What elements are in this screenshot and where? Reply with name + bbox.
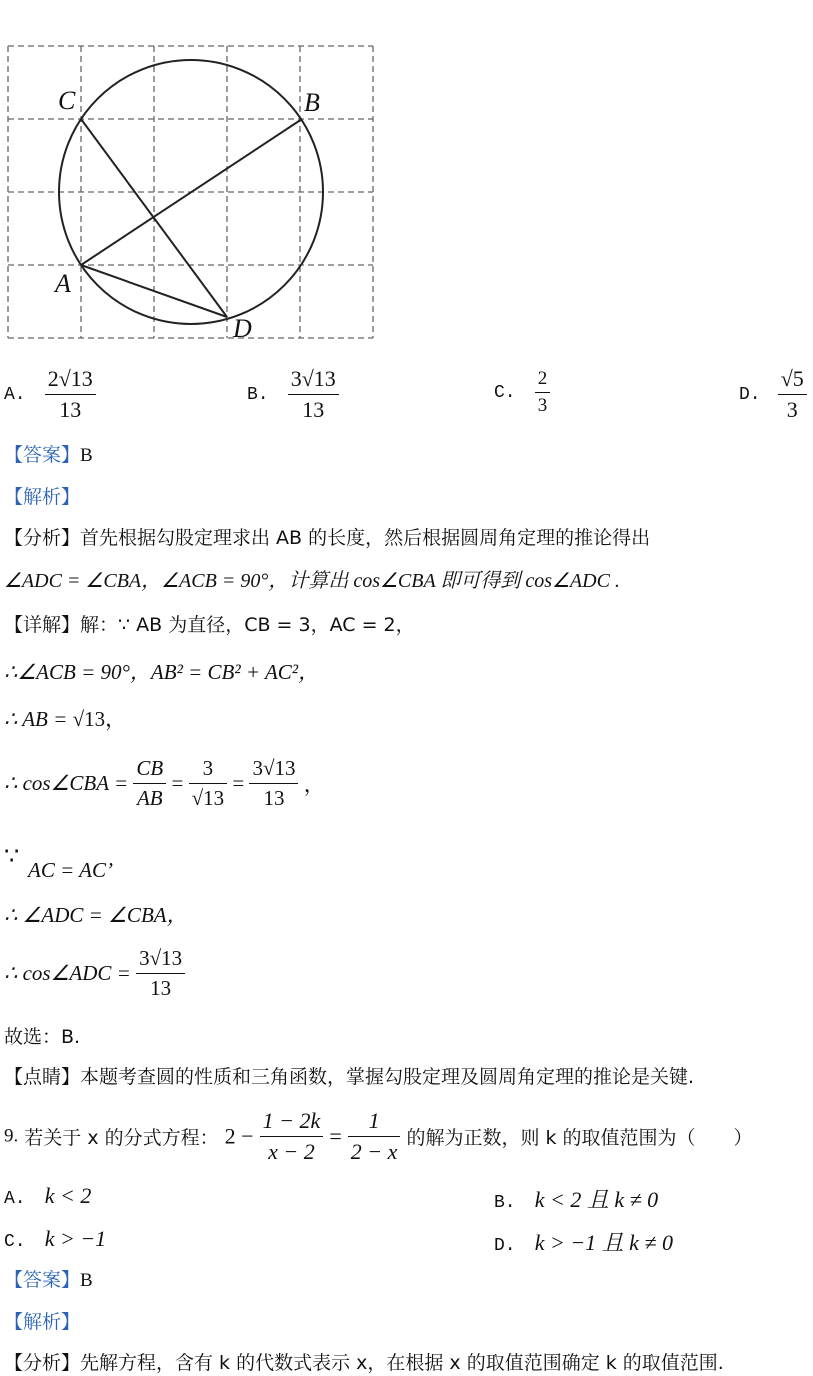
q9-option-b: B. k < 2 且 k ≠ 0 (494, 1187, 659, 1213)
q8-xiangjie: 【详解】解：∵ AB 为直径，CB = 3，AC = 2， (4, 614, 415, 636)
q8-step1: ∴∠ACB = 90°，AB² = CB² + AC²， (4, 660, 320, 684)
q9-stem: 9. 若关于 x 的分式方程： 2 − $\frac{1 - 2k}{x - 2}$ = $\frac{1}{2 - x}$ 的解为正数，则 k 的取值范围为（ ） (4, 1108, 753, 1164)
q9-option-c: C. k > −1 (4, 1226, 107, 1252)
q9-analysis-tag: 【解析】 (4, 1311, 81, 1333)
q8-answer: 【答案】B (4, 444, 93, 466)
q8-analysis-tag: 【解析】 (4, 486, 81, 508)
label-a: A (55, 269, 71, 298)
q8-option-d: D. $\frac{√5}{3}$ (739, 366, 807, 423)
q8-step2: ∴ AB = √13， (4, 707, 127, 731)
q8-fenxi-line2: ∠ADC = ∠CBA，∠ACB = 90°，计算出 cos∠CBA 即可得到 cos∠ADC . (4, 570, 620, 592)
q9-answer: 【答案】B (4, 1269, 93, 1291)
q8-option-b: B. $\frac{3√13}{13}$ (247, 366, 339, 423)
label-d: D (233, 314, 252, 343)
q8-because: ∵ (4, 844, 20, 870)
q9-option-a: A. k < 2 (4, 1183, 92, 1209)
circle-grid-figure (0, 0, 400, 350)
label-c: C (58, 86, 76, 115)
q8-step5: ∴ cos∠ADC = $\frac{3√13}{13}$ (4, 946, 185, 1001)
q9-fenxi: 【分析】先解方程，含有 k 的代数式表示 x，在根据 x 的取值范围确定 k 的取值范围. (4, 1352, 724, 1374)
q8-step3: ∴ cos∠CBA = $\frac{CB}{AB}$ = $\frac{3}{√13}$ = $\frac{3√13}{13}$ ， (4, 756, 325, 810)
label-b: B (304, 88, 320, 117)
q8-option-c: C. $\frac{2}{3}$ (494, 368, 550, 417)
q8-dianjing: 【点睛】本题考查圆的性质和三角函数，掌握勾股定理及圆周角定理的推论是关键. (4, 1066, 695, 1088)
q8-option-a: A. $\frac{2√13}{13}$ (4, 366, 96, 423)
q8-arc-equality: AC = AC’ (28, 858, 113, 882)
q8-choose: 故选：B. (4, 1026, 81, 1048)
q8-fenxi: 【分析】首先根据勾股定理求出 AB 的长度，然后根据圆周角定理的推论得出 (4, 527, 651, 549)
q9-option-d: D. k > −1 且 k ≠ 0 (494, 1230, 673, 1256)
q8-step4: ∴ ∠ADC = ∠CBA， (4, 903, 188, 927)
